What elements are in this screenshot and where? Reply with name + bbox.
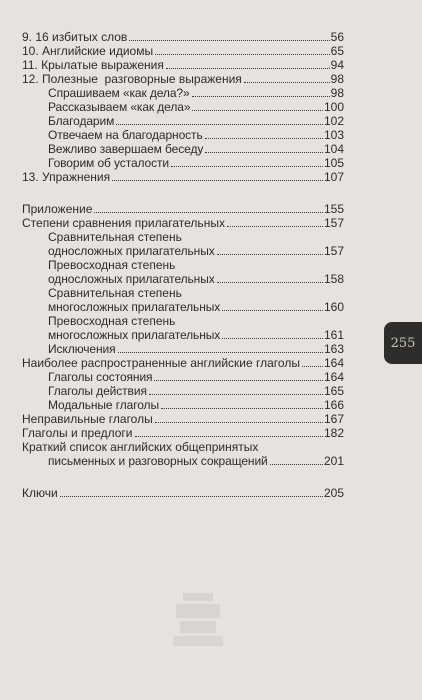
toc-page-number: 160 xyxy=(323,300,344,314)
toc-subentry xyxy=(22,128,344,142)
toc-page-number: 161 xyxy=(323,328,344,342)
toc-entry-title: Говорим об усталости xyxy=(48,156,170,170)
toc-entry-title: 13. Упражнения xyxy=(22,170,111,184)
toc-entry xyxy=(22,356,344,370)
toc-entry-title: многосложных прилагательных xyxy=(48,328,221,342)
toc-subentry xyxy=(22,328,344,342)
dot-leader xyxy=(171,166,323,167)
toc-page-number: 165 xyxy=(323,384,344,398)
toc-subentry xyxy=(22,156,344,170)
dot-leader xyxy=(227,226,323,227)
dot-leader xyxy=(244,82,330,83)
toc-page-number: 163 xyxy=(323,342,344,356)
toc-page-number: 167 xyxy=(323,412,344,426)
dot-leader xyxy=(94,212,323,213)
toc-entry-title: односложных прилагательных xyxy=(48,272,215,286)
toc-subentry xyxy=(22,370,344,384)
toc-subentry-line1: Сравнительная степень xyxy=(48,286,182,300)
page-number-tab xyxy=(384,322,422,364)
toc-page-number: 103 xyxy=(323,128,344,142)
dot-leader xyxy=(192,96,330,97)
dot-leader xyxy=(205,138,323,139)
toc-subentry xyxy=(22,384,344,398)
toc-subentry xyxy=(22,114,344,128)
toc-page-number: 94 xyxy=(330,58,344,72)
dot-leader xyxy=(217,282,323,283)
toc-page-number: 100 xyxy=(323,100,344,114)
dot-leader xyxy=(302,366,323,367)
toc-entry xyxy=(22,412,344,426)
toc-entry-title: 12. Полезные разговорные выражения xyxy=(22,72,242,86)
toc-page-number: 102 xyxy=(323,114,344,128)
toc-subentry xyxy=(22,342,344,356)
dot-leader xyxy=(217,254,323,255)
toc-entry xyxy=(22,30,344,44)
toc-subentry-line1: Сравнительная степень xyxy=(48,230,182,244)
toc-page-number: 205 xyxy=(323,486,344,500)
toc-entry-title: Модальные глаголы xyxy=(48,398,159,412)
dot-leader xyxy=(129,40,329,41)
toc-entry-appendix xyxy=(22,202,344,216)
toc-entry-title: Рассказываем «как дела» xyxy=(48,100,191,114)
toc-page-number: 164 xyxy=(323,356,344,370)
toc-entry-title: Спрашиваем «как дела?» xyxy=(48,86,190,100)
toc-entry-title: Благодарим xyxy=(48,114,115,128)
toc-entry-title: Глаголы действия xyxy=(48,384,147,398)
toc-subentry-line1: Превосходная степень xyxy=(48,314,176,328)
toc-page-number: 98 xyxy=(330,72,344,86)
toc-entry xyxy=(22,454,344,468)
toc-entry-line1: Краткий список английских общепринятых xyxy=(22,440,259,454)
toc-entry-keys xyxy=(22,486,344,500)
dot-leader xyxy=(205,152,323,153)
toc-entry-title: Приложение xyxy=(22,202,93,216)
toc-subentry xyxy=(22,300,344,314)
toc-page-number: 155 xyxy=(323,202,344,216)
toc-entry-title: Степени сравнения прилагательных xyxy=(22,216,225,230)
toc-page-number: 157 xyxy=(323,244,344,258)
toc-entry-title: 9. 16 избитых слов xyxy=(22,30,128,44)
toc-page-number: 201 xyxy=(323,454,344,468)
toc-entry-title: письменных и разговорных сокращений xyxy=(48,454,268,468)
dot-leader xyxy=(192,110,323,111)
page-number: 255 xyxy=(390,335,416,351)
dot-leader xyxy=(161,408,323,409)
toc-subentry xyxy=(22,398,344,412)
dot-leader xyxy=(135,436,323,437)
dot-leader xyxy=(112,180,323,181)
dot-leader xyxy=(166,68,330,69)
dot-leader xyxy=(222,338,323,339)
show-through-logo xyxy=(170,590,226,652)
toc-subentry xyxy=(22,244,344,258)
toc-page-number: 107 xyxy=(323,170,344,184)
toc-page-number: 65 xyxy=(330,44,344,58)
toc-entry-title: 10. Английские идиомы xyxy=(22,44,154,58)
dot-leader xyxy=(60,496,323,497)
table-of-contents xyxy=(22,30,344,500)
toc-entry-title: Глаголы состояния xyxy=(48,370,153,384)
toc-entry-title: Наиболее распространенные английские глаголы xyxy=(22,356,300,370)
toc-entry xyxy=(22,72,344,86)
dot-leader xyxy=(154,380,323,381)
toc-subentry xyxy=(22,272,344,286)
toc-entry xyxy=(22,170,344,184)
toc-page-number: 164 xyxy=(323,370,344,384)
dot-leader xyxy=(155,422,323,423)
dot-leader xyxy=(270,464,323,465)
dot-leader xyxy=(222,310,323,311)
toc-page-number: 182 xyxy=(323,426,344,440)
toc-page-number: 104 xyxy=(323,142,344,156)
toc-entry-title: Ключи xyxy=(22,486,58,500)
toc-entry xyxy=(22,58,344,72)
toc-page-number: 105 xyxy=(323,156,344,170)
toc-entry-title: Вежливо завершаем беседу xyxy=(48,142,204,156)
toc-entry-title: односложных прилагательных xyxy=(48,244,215,258)
dot-leader xyxy=(118,352,323,353)
toc-subentry xyxy=(22,100,344,114)
toc-entry xyxy=(22,216,344,230)
toc-entry-title: Неправильные глаголы xyxy=(22,412,153,426)
toc-entry-title: многосложных прилагательных xyxy=(48,300,221,314)
toc-entry-title: Глаголы и предлоги xyxy=(22,426,133,440)
dot-leader xyxy=(149,394,323,395)
toc-entry-title: 11. Крылатые выражения xyxy=(22,58,164,72)
toc-entry-title: Исключения xyxy=(48,342,116,356)
toc-page-number: 98 xyxy=(330,86,344,100)
toc-page-number: 158 xyxy=(323,272,344,286)
toc-page-number: 166 xyxy=(323,398,344,412)
dot-leader xyxy=(155,54,330,55)
toc-page-number: 56 xyxy=(330,30,344,44)
toc-page-number: 157 xyxy=(323,216,344,230)
toc-entry-title: Отвечаем на благодарность xyxy=(48,128,203,142)
toc-subentry-line1: Превосходная степень xyxy=(48,258,176,272)
toc-subentry xyxy=(22,86,344,100)
toc-entry xyxy=(22,44,344,58)
toc-entry xyxy=(22,426,344,440)
dot-leader xyxy=(116,124,323,125)
toc-subentry xyxy=(22,142,344,156)
